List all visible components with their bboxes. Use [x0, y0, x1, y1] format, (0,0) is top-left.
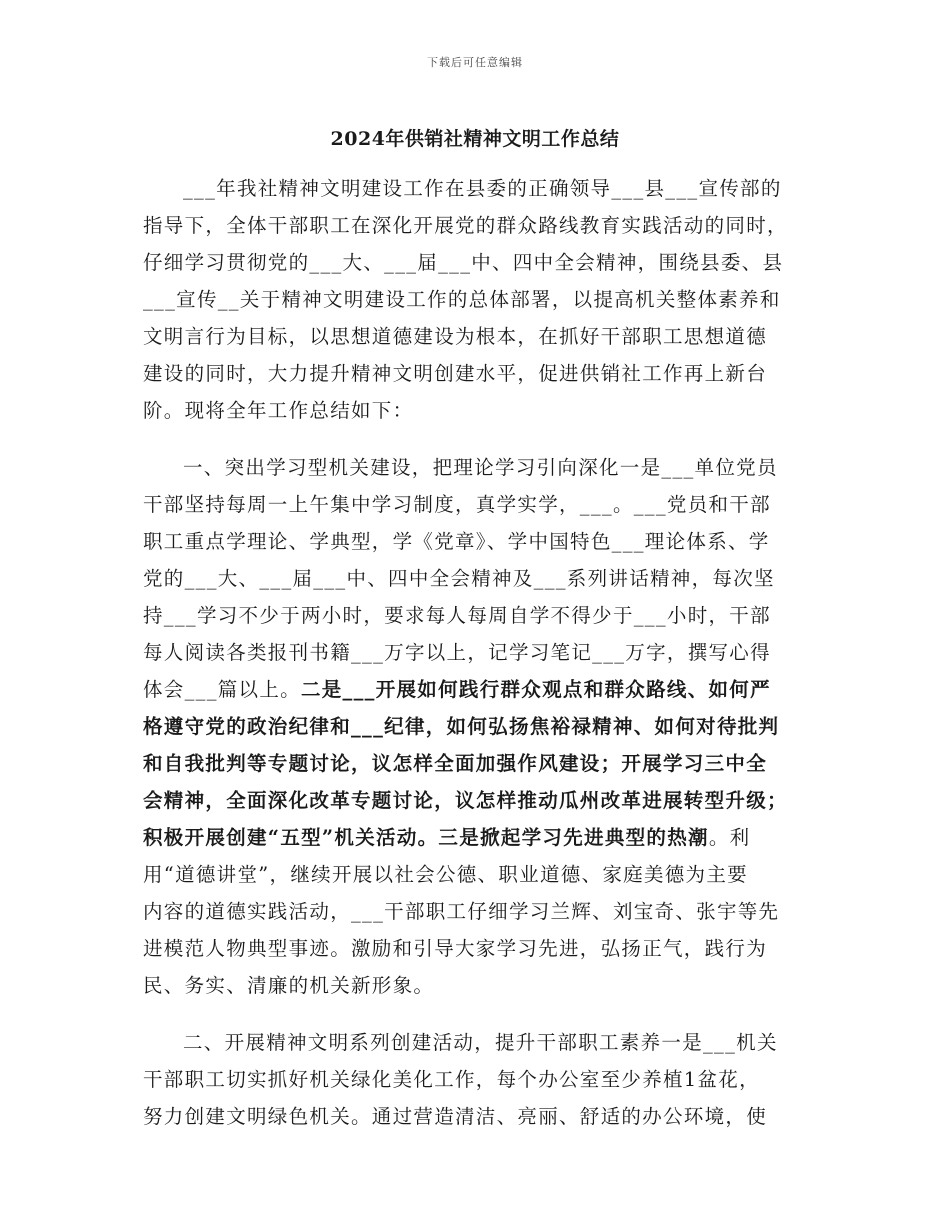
text-segment: 仔细学习贯彻党的___大、___届___中、四中全会精神，围绕县委、县	[143, 251, 784, 274]
bold-text-segment: 会精神，全面深化改革专题讨论，议怎样推动瓜州改革进展转型升级；	[143, 789, 788, 812]
text-segment: 内容的道德实践活动，___干部职工仔细学习兰辉、刘宝奇、张宇等先	[143, 900, 780, 923]
bold-text-segment: 积极开展创建“五型”机关活动。三是掀起学习先进典型的热潮	[143, 826, 709, 849]
text-line	[143, 745, 815, 782]
paragraph	[143, 449, 815, 1004]
text-line	[143, 355, 815, 392]
document-title: 2024年供销社精神文明工作总结	[330, 128, 620, 150]
paragraph	[143, 1024, 815, 1135]
paragraph-gap	[143, 1004, 815, 1024]
text-line	[143, 819, 815, 856]
text-segment: 干部职工切实抓好机关绿化美化工作，每个办公室至少养植1盆花，	[143, 1068, 760, 1091]
text-segment: 文明言行为目标，以思想道德建设为根本，在抓好干部职工思想道德	[143, 325, 768, 348]
text-line	[143, 318, 815, 355]
text-line	[143, 634, 815, 671]
text-line	[143, 930, 815, 967]
text-line	[143, 170, 815, 207]
text-line	[143, 1098, 815, 1135]
text-segment: 指导下，全体干部职工在深化开展党的群众路线教育实践活动的同时，	[143, 214, 788, 237]
text-line	[143, 523, 815, 560]
bold-text-segment: 格遵守党的政治纪律和___纪律，如何弘扬焦裕禄精神、如何对待批判	[143, 715, 780, 738]
text-segment: 干部坚持每周一上午集中学习制度，真学实学，___。___党员和干部	[143, 493, 771, 516]
text-line	[143, 782, 815, 819]
text-segment: 建设的同时，大力提升精神文明创建水平，促进供销社工作再上新台	[143, 362, 768, 385]
text-line	[143, 1024, 815, 1061]
text-line	[143, 1061, 815, 1098]
document-body	[143, 170, 815, 1135]
text-segment: 努力创建文明绿色机关。通过营造清洁、亮丽、舒适的办公环境，使	[143, 1105, 768, 1128]
text-segment: 职工重点学理论、学典型，学《党章》、学中国特色___理论体系、学	[143, 530, 770, 553]
header-note: 下载后可任意编辑	[427, 56, 523, 69]
text-line	[143, 856, 815, 893]
text-line	[143, 486, 815, 523]
bold-text-segment: 和自我批判等专题讨论，议怎样全面加强作风建设；开展学习三中全	[143, 752, 768, 775]
text-segment: 用“道德讲堂”，继续开展以社会公德、职业道德、家庭美德为主要	[143, 863, 748, 886]
text-segment: 民、务实、清廉的机关新形象。	[143, 974, 435, 997]
text-line	[143, 281, 815, 318]
text-line	[143, 708, 815, 745]
text-segment: 进模范人物典型事迹。激励和引导大家学习先进，弘扬正气，践行为	[143, 937, 768, 960]
text-line	[143, 449, 815, 486]
text-segment: ___宣传__关于精神文明建设工作的总体部署，以提高机关整体素养和	[143, 288, 781, 311]
text-line	[143, 207, 815, 244]
text-segment: 党的___大、___届___中、四中全会精神及___系列讲话精神，每次坚	[143, 567, 775, 590]
text-line	[143, 893, 815, 930]
text-segment: 一、突出学习型机关建设，把理论学习引向深化一是___单位党员	[183, 456, 778, 479]
text-segment: ___年我社精神文明建设工作在县委的正确领导___县___宣传部的	[183, 177, 782, 200]
text-segment: 。利	[708, 826, 751, 849]
text-line	[143, 560, 815, 597]
paragraph	[143, 170, 815, 429]
text-segment: 阶。现将全年工作总结如下：	[143, 399, 414, 422]
text-line	[143, 967, 815, 1004]
text-segment: 持___学习不少于两小时，要求每人每周自学不得少于___小时，干部	[143, 604, 771, 627]
text-line	[143, 597, 815, 634]
text-line	[143, 392, 815, 429]
text-line	[143, 244, 815, 281]
text-line	[143, 671, 815, 708]
paragraph-gap	[143, 429, 815, 449]
text-segment: 体会___篇以上。	[143, 678, 301, 701]
text-segment: 二、开展精神文明系列创建活动，提升干部职工素养一是___机关	[183, 1031, 778, 1054]
text-segment: 每人阅读各类报刊书籍___万字以上，记学习笔记___万字，撰写心得	[143, 641, 771, 664]
bold-text-segment: 二是___开展如何践行群众观点和群众路线、如何严	[300, 678, 771, 701]
